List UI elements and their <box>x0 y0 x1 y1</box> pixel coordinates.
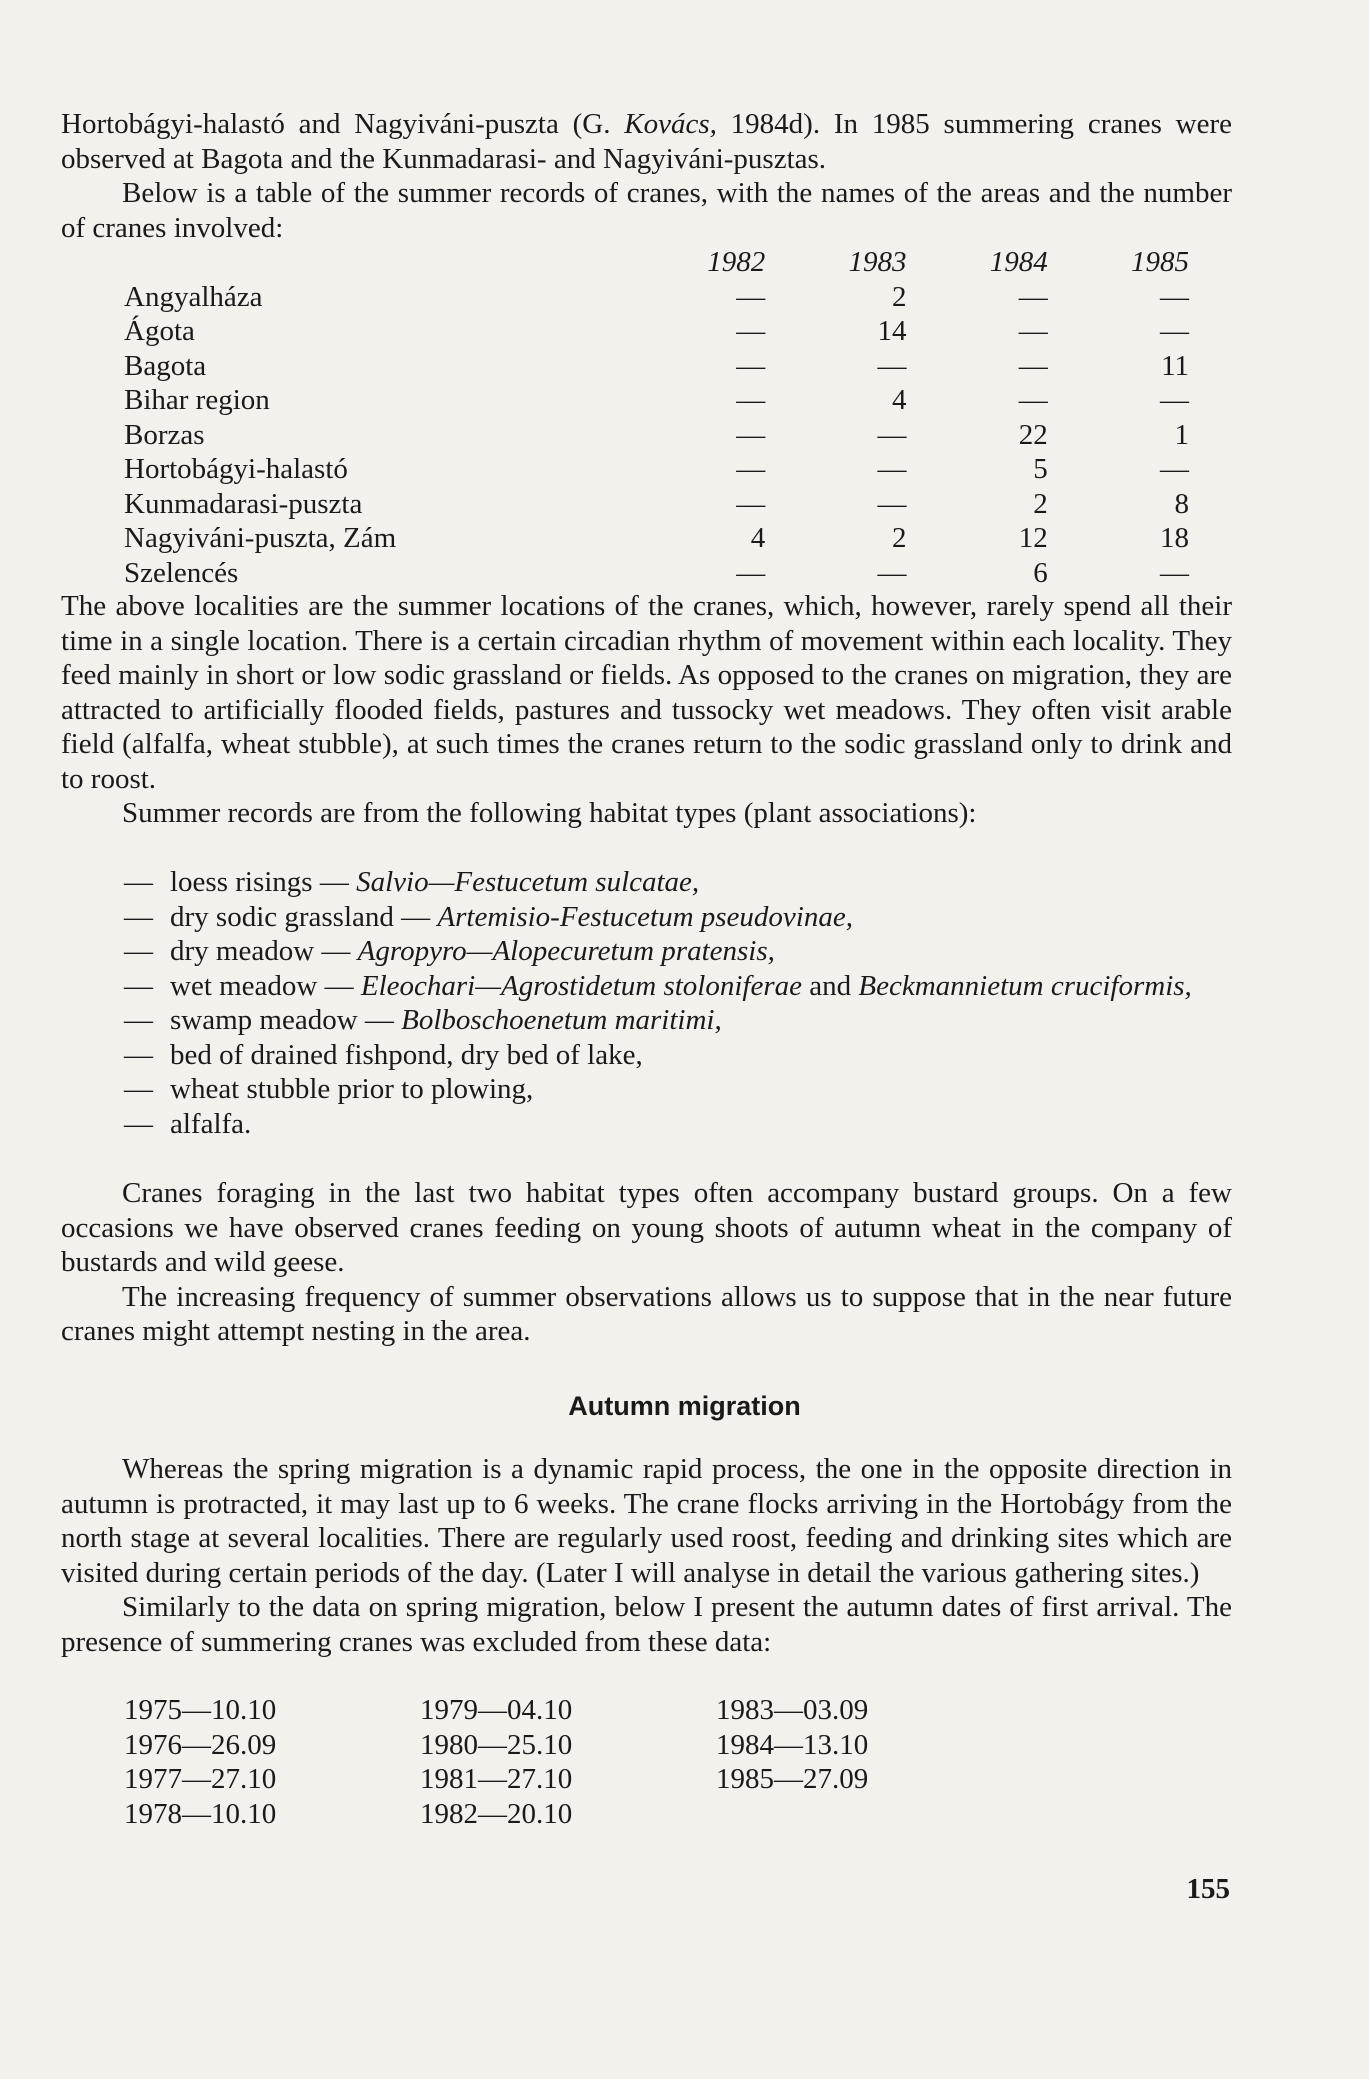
plant-association: Agropyro—Alopecuretum pratensis, <box>357 935 775 967</box>
habitat-name: loess risings — <box>170 866 357 898</box>
list-dash: — <box>124 866 153 898</box>
list-dash: — <box>124 1004 153 1036</box>
arrival-date: 1981—27.10 <box>420 1763 573 1795</box>
intro-text: Hortobágyi-halastó and Nagyiváni-puszta (G. <box>61 108 625 140</box>
list-text: alfalfa. <box>170 1107 252 1140</box>
crane-count-cell: — <box>736 556 766 589</box>
crane-records-table <box>124 245 1189 590</box>
list-text <box>170 934 1232 969</box>
list-item <box>124 1072 1232 1107</box>
list-text <box>170 865 1232 900</box>
plant-association: Artemisio-Festucetum pseudovinae, <box>437 900 853 933</box>
crane-count-cell: — <box>736 280 766 313</box>
crane-count-cell: 2 <box>892 522 907 554</box>
table-row <box>124 314 1189 349</box>
crane-count-cell: — <box>736 487 766 520</box>
crane-count-cell: 11 <box>1161 349 1189 382</box>
arrival-date <box>716 1797 1012 1832</box>
header-blank <box>124 245 624 280</box>
list-text <box>170 1003 1232 1038</box>
paragraph-nesting: The increasing frequency of summer observations allows us to suppose that in the near future cranes might attempt nesting in the area. <box>61 1280 1232 1347</box>
list-item <box>124 900 1232 935</box>
arrival-date: 1978—10.10 <box>124 1797 277 1830</box>
closing-section <box>61 1176 1232 1349</box>
crane-count-cell: — <box>736 315 766 347</box>
crane-count-cell: — <box>736 349 766 382</box>
list-dash: — <box>124 969 153 1002</box>
table-body <box>124 280 1189 591</box>
arrival-date: 1983—03.09 <box>716 1694 869 1726</box>
crane-count-cell: — <box>1018 384 1048 416</box>
crane-count-cell: — <box>1160 556 1189 589</box>
arrival-date: 1977—27.10 <box>124 1763 277 1795</box>
crane-count-cell: 2 <box>1033 487 1048 520</box>
paragraph-habitat-intro: Summer records are from the following habitat types (plant associations): <box>122 797 977 829</box>
arrival-date: 1982—20.10 <box>420 1797 573 1830</box>
author-citation: Kovács, <box>624 108 717 140</box>
list-dash: — <box>124 1073 153 1105</box>
locality-name: Bihar region <box>124 384 270 416</box>
crane-count-cell: — <box>1018 315 1048 347</box>
arrival-date: 1979—04.10 <box>420 1694 573 1726</box>
arrival-date: 1976—26.09 <box>124 1728 277 1761</box>
habitat-name: dry sodic grassland — <box>170 900 438 933</box>
crane-count-cell: 5 <box>1033 453 1048 485</box>
arrival-date: 1984—13.10 <box>716 1728 869 1761</box>
crane-count-cell: — <box>1160 315 1189 347</box>
table-row <box>124 280 1189 315</box>
crane-count-cell: — <box>1160 280 1189 313</box>
locality-name: Borzas <box>124 418 205 451</box>
year-header: 1985 <box>1131 246 1189 278</box>
list-text <box>170 969 1232 1004</box>
autumn-section <box>61 1452 1232 1659</box>
page-number: 155 <box>1186 1873 1230 1905</box>
crane-count-cell: 8 <box>1174 487 1189 520</box>
arrival-date: 1975—10.10 <box>124 1694 277 1726</box>
paragraph-intro <box>61 107 1232 176</box>
table-row <box>124 349 1189 384</box>
plant-association: Salvio—Festucetum sulcatae, <box>356 866 700 898</box>
crane-count-cell: — <box>1018 280 1048 313</box>
table-row <box>124 452 1189 487</box>
intro-text-cont: 1984d). In 1985 summering cranes were observed at Bagota and the Kunmadarasi- and Nagyiváni-pusztas. <box>61 108 1233 175</box>
table-row <box>124 556 1189 591</box>
list-dash: — <box>124 935 153 967</box>
list-item <box>124 934 1232 969</box>
crane-count-cell: — <box>877 453 907 485</box>
year-header: 1982 <box>707 246 766 278</box>
table-row <box>124 521 1189 556</box>
year-header: 1984 <box>989 246 1048 278</box>
habitat-list <box>124 865 1232 1141</box>
crane-count-cell: 14 <box>877 315 907 347</box>
plant-association: Bolboschoenetum maritimi, <box>401 1004 722 1036</box>
crane-count-cell: — <box>1160 453 1189 485</box>
list-text <box>170 900 1232 935</box>
body-section <box>61 589 1232 831</box>
locality-name: Hortobágyi-halastó <box>124 453 348 485</box>
plant-association: Eleochari—Agrostidetum stoloniferae <box>360 969 803 1002</box>
table-row <box>124 487 1189 522</box>
crane-count-cell: 22 <box>1018 418 1048 451</box>
plant-association: Beckmannietum cruciformis, <box>858 969 1192 1002</box>
list-item <box>124 1038 1232 1073</box>
habitat-name: dry meadow — <box>170 935 358 967</box>
arrival-date: 1980—25.10 <box>420 1728 573 1761</box>
paragraph-first-arrival: Similarly to the data on spring migration, below I present the autumn dates of first arrival. The presence of summering cranes was excluded from these data: <box>61 1591 1232 1658</box>
locality-name: Angyalháza <box>124 280 263 313</box>
crane-count-cell: — <box>877 556 907 589</box>
list-dash: — <box>124 1038 153 1071</box>
intro-section <box>61 107 1232 245</box>
locality-name: Ágota <box>124 315 195 347</box>
crane-count-cell: 1 <box>1174 418 1189 451</box>
paragraph-bustards: Cranes foraging in the last two habitat types often accompany bustard groups. On a few occasions we have observed cranes feeding on young shoots of autumn wheat in the company of bustards and wild geese. <box>61 1177 1232 1278</box>
paragraph-table-intro: Below is a table of the summer records of cranes, with the names of the areas and the number of cranes involved: <box>61 177 1232 244</box>
crane-count-cell: — <box>736 418 766 451</box>
conjunction: and <box>802 969 859 1002</box>
crane-count-cell: — <box>736 384 766 416</box>
table-row <box>124 418 1189 453</box>
paragraph-localities: The above localities are the summer locations of the cranes, which, however, rarely spend all their time in a single location. There is a certain circadian rhythm of movement within each locality. They feed mainly in short or low sodic grassland or fields. As opposed to the cranes on migration, they are attracted to artificially flooded fields, pastures and tussocky wet meadows. They often visit arable field (alfalfa, wheat stubble), at such times the cranes return to the sodic grassland only to drink and to roost. <box>61 590 1232 795</box>
habitat-name: wet meadow — <box>170 969 361 1002</box>
list-dash: — <box>124 900 153 933</box>
locality-name: Nagyiváni-puszta, Zám <box>124 522 397 554</box>
section-heading: Autumn migration <box>568 1391 801 1421</box>
arrival-dates-list <box>124 1693 1012 1831</box>
crane-count-cell: 6 <box>1033 556 1048 589</box>
list-item <box>124 865 1232 900</box>
crane-count-cell: 18 <box>1160 522 1189 554</box>
crane-count-cell: — <box>736 453 766 485</box>
list-text: wheat stubble prior to plowing, <box>170 1073 534 1105</box>
locality-name: Bagota <box>124 349 207 382</box>
habitat-name: swamp meadow — <box>170 1004 402 1036</box>
crane-count-cell: — <box>877 349 907 382</box>
crane-count-cell: 4 <box>892 384 907 416</box>
crane-count-cell: 12 <box>1018 522 1048 554</box>
crane-count-cell: — <box>877 418 907 451</box>
crane-count-cell: — <box>1018 349 1048 382</box>
table-row <box>124 383 1189 418</box>
crane-count-cell: 4 <box>750 522 766 554</box>
list-text: bed of drained fishpond, dry bed of lake, <box>170 1038 643 1071</box>
list-item <box>124 969 1232 1004</box>
crane-count-cell: — <box>1160 384 1189 416</box>
list-item <box>124 1003 1232 1038</box>
locality-name: Kunmadarasi-puszta <box>124 487 363 520</box>
list-item <box>124 1107 1232 1142</box>
crane-count-cell: 2 <box>892 280 907 313</box>
arrival-date: 1985—27.09 <box>716 1763 869 1795</box>
list-dash: — <box>124 1107 153 1140</box>
table-header <box>124 245 1189 280</box>
crane-count-cell: — <box>877 487 907 520</box>
paragraph-autumn: Whereas the spring migration is a dynamic rapid process, the one in the opposite direction in autumn is protracted, it may last up to 6 weeks. The crane flocks arriving in the Hortobágy from the north stage at several localities. There are regularly used roost, feeding and drinking sites which are visited during certain periods of the day. (Later I will analyse in detail the various gathering sites.) <box>61 1453 1232 1589</box>
year-header: 1983 <box>848 246 907 278</box>
locality-name: Szelencés <box>124 556 239 589</box>
